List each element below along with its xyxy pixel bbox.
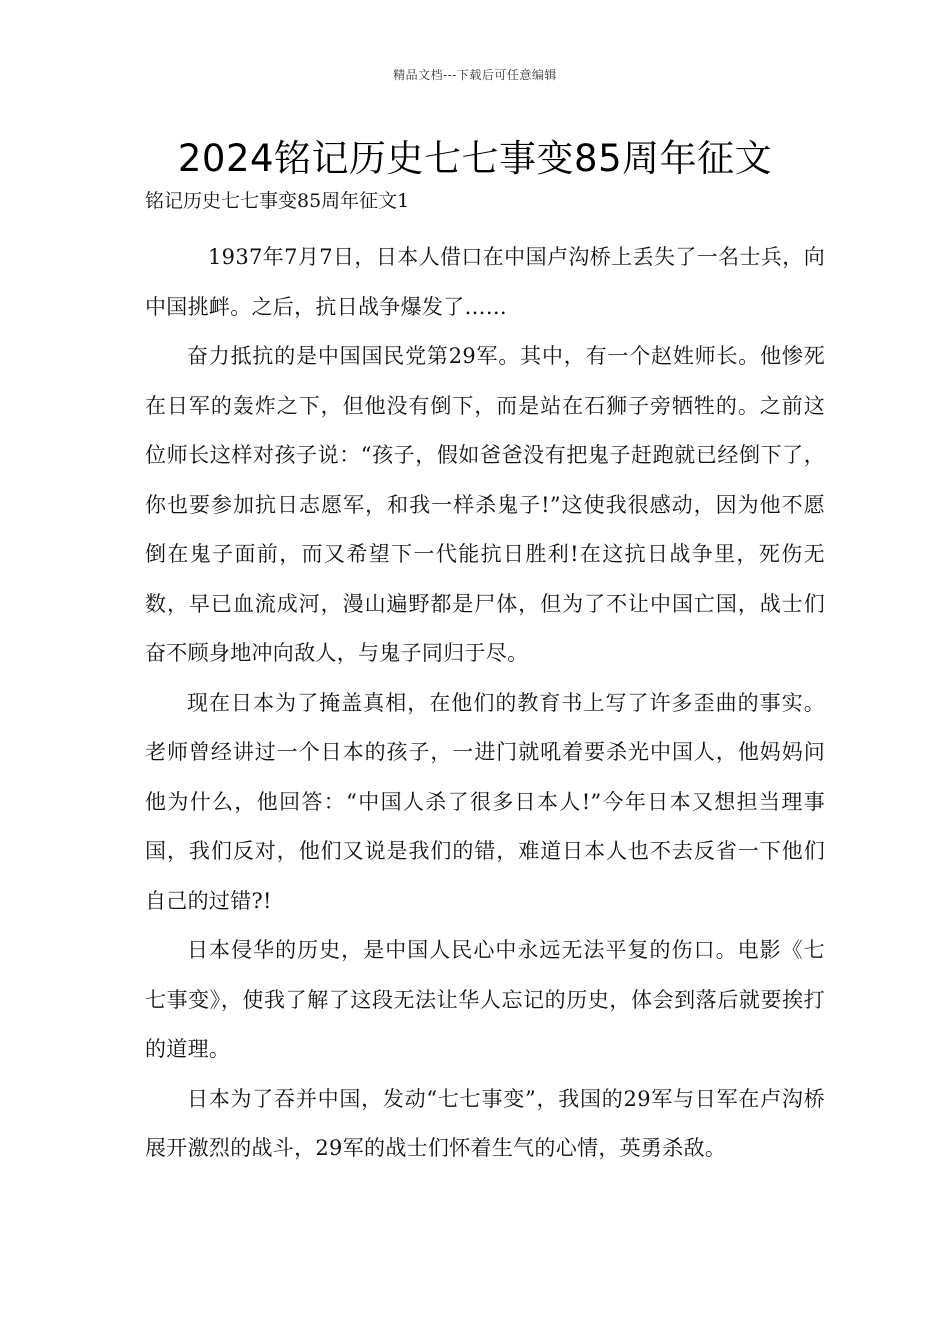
paragraph: 日本为了吞并中国，发动“七七事变”，我国的29军与日军在卢沟桥展开激烈的战斗，29军的战士们怀着生气的心情，英勇杀敌。 <box>145 1086 825 1160</box>
header-note: 精品文档---下载后可任意编辑 <box>393 68 557 82</box>
paragraph: 日本侵华的历史，是中国人民心中永远无法平复的伤口。电影《七七事变》，使我了解了这段无法让华人忘记的历史，体会到落后就要挨打的道理。 <box>145 938 825 1061</box>
paragraph: 现在日本为了掩盖真相，在他们的教育书上写了许多歪曲的事实。老师曾经讲过一个日本的孩子，一进门就吼着要杀光中国人，他妈妈问他为什么，他回答：“中国人杀了很多日本人!”今年日本又想担当理事国，我们反对，他们又说是我们的错，难道日本人也不去反省一下他们自己的过错?! <box>145 690 825 913</box>
document-subtitle: 铭记历史七七事变85周年征文1 <box>145 190 410 212</box>
paragraph: 1937年7月7日，日本人借口在中国卢沟桥上丢失了一名士兵，向中国挑衅。之后，抗日战争爆发了…… <box>145 245 825 319</box>
document-body <box>145 233 825 1174</box>
paragraph: 奋力抵抗的是中国国民党第29军。其中，有一个赵姓师长。他惨死在日军的轰炸之下，但他没有倒下，而是站在石狮子旁牺牲的。之前这位师长这样对孩子说：“孩子，假如爸爸没有把鬼子赶跑就已经倒下了，你也要参加抗日志愿军，和我一样杀鬼子!”这使我很感动，因为他不愿倒在鬼子面前，而又希望下一代能抗日胜利!在这抗日战争里，死伤无数，早已血流成河，漫山遍野都是尸体，但为了不让中国亡国，战士们奋不顾身地冲向敌人，与鬼子同归于尽。 <box>145 344 825 665</box>
document-title: 2024铭记历史七七事变85周年征文 <box>177 137 773 180</box>
